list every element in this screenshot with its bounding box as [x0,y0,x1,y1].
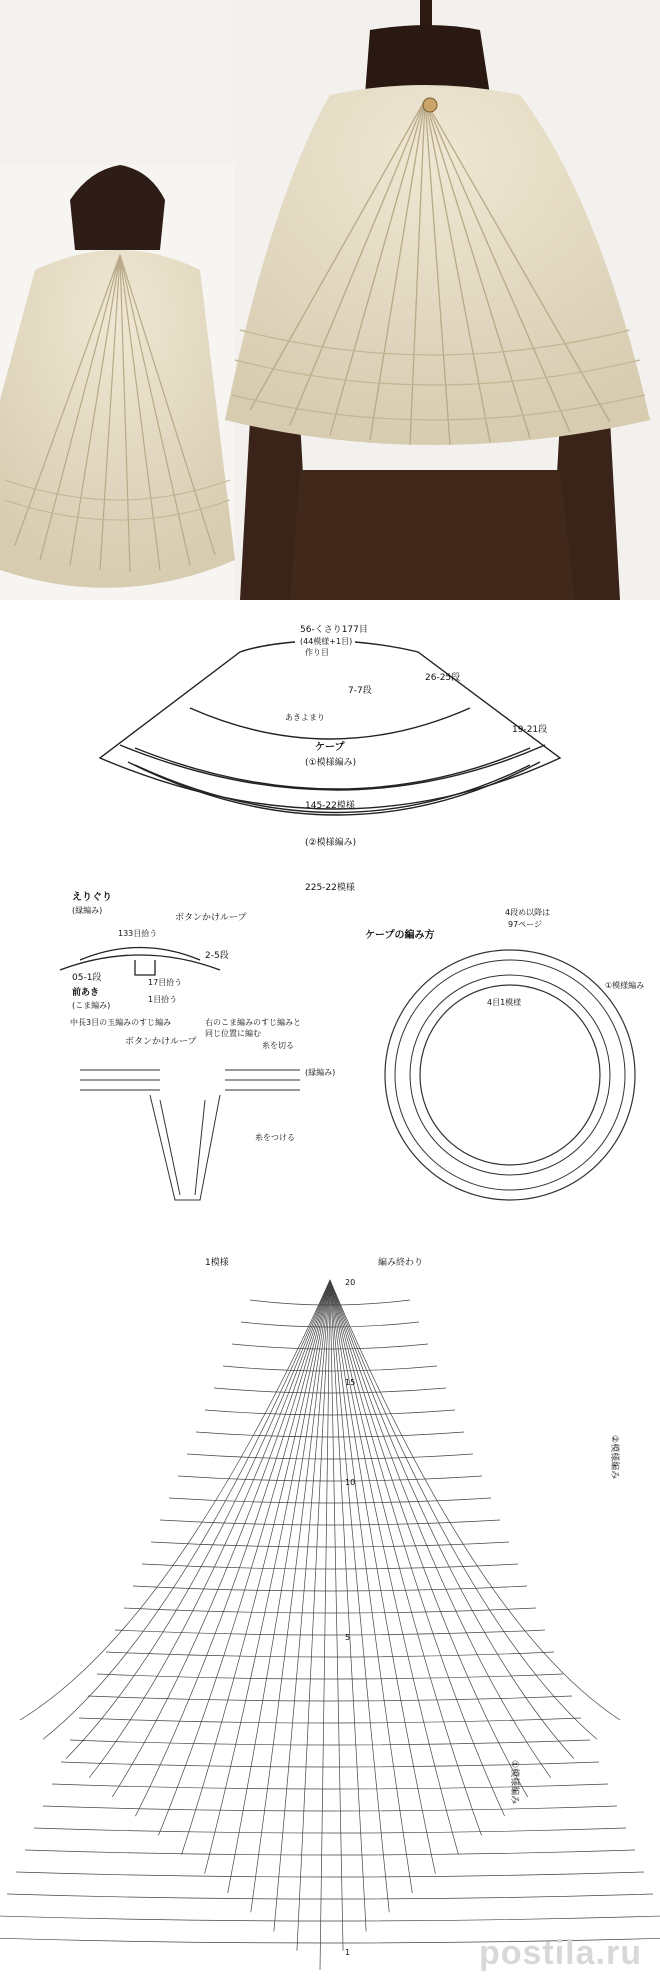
fan-line [20,1280,330,1720]
row4-label: 4目1模様 [487,998,522,1007]
row-arc [7,1894,653,1899]
cape-outline [100,642,560,809]
row1-label: 05-1段 [72,973,102,983]
attach-label: 糸をつける [255,1133,295,1142]
pattern1-label: (①模様編み) [305,758,357,768]
row-arc [43,1806,617,1811]
edge-label: (縁編み) [305,1068,336,1077]
row-arc [124,1608,536,1613]
cape-photos [0,0,660,600]
collar-sub: (縁編み) [72,906,103,915]
row-number: 20 [345,1278,356,1287]
fan-line [330,1280,482,1835]
collar-title: えりぐり [72,892,112,903]
row-arc [187,1454,473,1459]
label1: ①模様編み [509,1760,519,1805]
row-arc [223,1366,437,1371]
collar-loop-label: ボタンかけループ [175,913,247,923]
neck-right-label: 26-25段 [425,673,461,683]
row-arc [34,1828,626,1833]
row-arc [97,1674,563,1679]
pickup1-label: 1目拾う [148,995,178,1004]
fan-line [330,1280,505,1816]
row-arc [151,1542,509,1547]
pickup133-label: 133目拾う [118,929,158,938]
small-note2: 右のこま編みのすじ編みと [205,1018,301,1027]
row-number: 10 [345,1478,356,1487]
label2: ②模様編み [609,1435,619,1480]
cape-top-sub: (44模様+1目) [300,637,353,646]
wooden-button [423,98,437,112]
row-arc [178,1476,482,1481]
method-note1: 4段め以降は [505,908,551,917]
row-arc [52,1784,608,1789]
row-arc [232,1344,428,1349]
cape-top-label: 56-くさり177目 [300,625,368,635]
pickup17-label: 17目拾う [148,978,183,987]
row-arc [169,1498,491,1503]
small-note3: 同じ位置に編む [205,1029,261,1038]
fan-line [330,1280,343,1951]
fan-line [330,1280,435,1874]
front-title: 前あき [72,988,100,998]
cape-top-sub2: 作り目 [305,648,329,657]
placket-label: 7-7段 [348,686,372,696]
small-loop-label: ボタンかけループ [125,1037,197,1047]
row-arc [70,1740,590,1745]
fan-line [112,1280,330,1797]
schematic-panel [0,600,660,1240]
front-sub: (こま編み) [72,1001,111,1010]
row-number: 1 [345,1948,351,1957]
collar-outline [60,955,220,970]
fan-line [158,1280,330,1835]
fan-line [330,1280,412,1893]
row-arc [214,1388,446,1393]
fan-line [330,1280,597,1739]
cut-label: 糸を切る [262,1041,294,1050]
row-arc [79,1718,581,1723]
row-arc [25,1850,635,1855]
cape-title: ケープ [315,742,345,753]
fan-line [43,1280,330,1739]
row-number: 15 [345,1378,356,1387]
row-arc [241,1322,419,1327]
one-pattern-label: 1模様 [205,1258,229,1268]
row-arc [0,1916,660,1921]
row-arc [115,1630,545,1635]
width1-label: 145-22模様 [305,801,355,811]
row-arc [106,1652,554,1657]
row-arc [133,1586,527,1591]
schematic-drawings [0,600,660,1240]
pants [290,470,575,600]
rows25-label: 2-5段 [205,951,229,961]
cape-method-circle [385,950,635,1200]
fan-line [330,1280,528,1797]
big-chart-panel [0,1240,660,1987]
opening-label: あきよまり [285,713,325,722]
fan-line [66,1280,330,1758]
row-arc [16,1872,644,1877]
method-note2: 97ページ [508,920,543,929]
row-arc [196,1432,464,1437]
small-note1: 中長3目の玉編みのすじ編み [70,1018,172,1027]
method-label1: ①模様編み [605,981,645,990]
fan-line [330,1280,551,1778]
photo-panel [0,0,660,600]
fan-line [274,1280,330,1932]
width2-label: 225-22模様 [305,883,355,893]
pattern2-label: (②模様編み) [305,838,357,848]
method-title: ケープの編み方 [365,930,435,941]
stitch-chart [0,1240,660,1987]
watermark: postila.ru [478,1934,642,1972]
row-number: 5 [345,1633,351,1642]
turtleneck [365,25,490,95]
side-right-label: 19-21段 [512,725,548,735]
finish-label: 編み終わり [378,1258,424,1268]
fan-line [251,1280,330,1912]
row-arc [205,1410,455,1415]
